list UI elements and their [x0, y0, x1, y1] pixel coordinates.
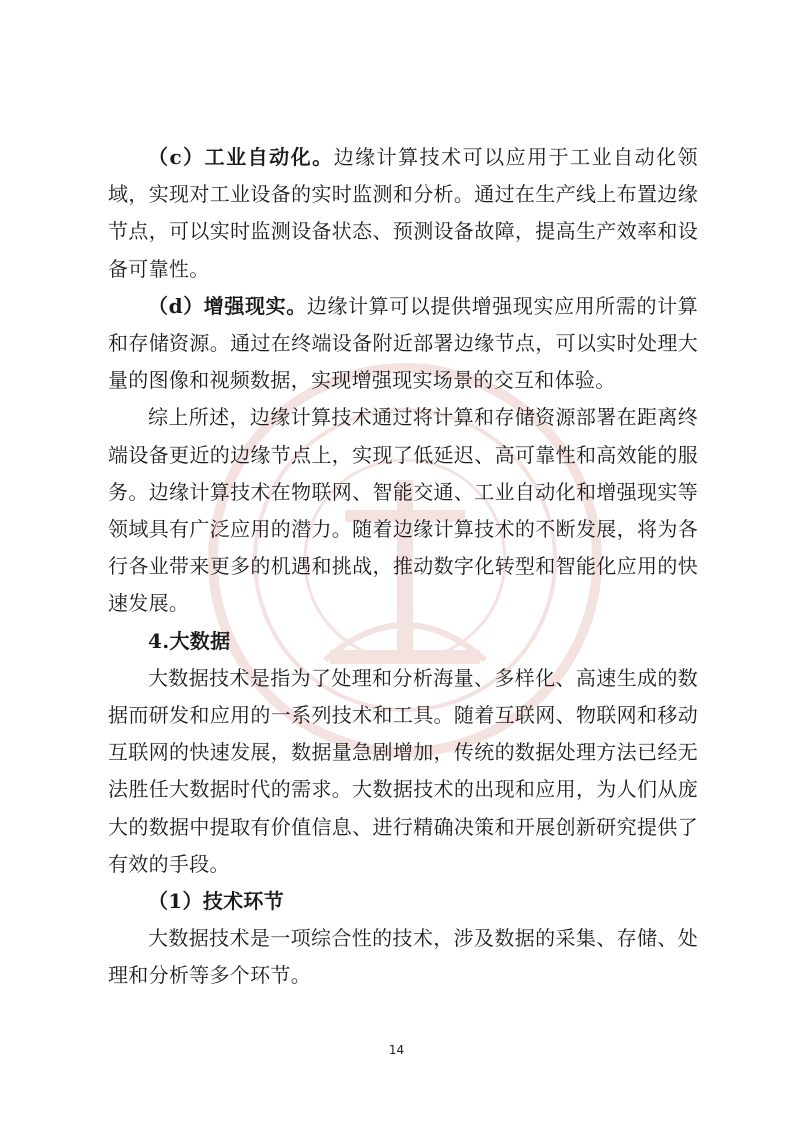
paragraph-industrial-automation: [108, 139, 698, 288]
paragraph-summary: 综上所述，边缘计算技术通过将计算和存储资源部署在距离终端设备更近的边缘节点上，实现了低延迟、高可靠性和高效能的服务。边缘计算技术在物联网、智能交通、工业自动化和增强现实等领域具有广泛应用的潜力。随着边缘计算技术的不断发展，将为各行各业带来更多的机遇和挑战，推动数字化转型和智能化应用的快速发展。: [108, 405, 698, 616]
section-heading-big-data: 4.大数据: [148, 628, 231, 653]
paragraph-big-data-intro: 大数据技术是指为了处理和分析海量、多样化、高速生成的数据而研发和应用的一系列技术和工具。随着互联网、物联网和移动互联网的快速发展，数据量急剧增加，传统的数据处理方法已经无法胜任大数据时代的需求。大数据技术的出现和应用，为人们从庞大的数据中提取有价值信息、进行精确决策和开展创新研究提供了有效的手段。: [108, 665, 698, 876]
paragraph-technical-stages: 大数据技术是一项综合性的技术，涉及数据的采集、存储、处理和分析等多个环节。: [108, 926, 698, 988]
page-number: 14: [388, 1043, 405, 1057]
paragraph-c-label: （c）工业自动化。: [148, 145, 334, 169]
paragraph-c-text: 边缘计算技术可以应用于工业自动化领域，实现对工业设备的实时监测和分析。通过在生产线上布置边缘节点，可以实时监测设备状态、预测设备故障，提高生产效率和设备可靠性。: [108, 145, 698, 281]
paragraph-augmented-reality: [108, 288, 698, 400]
document-body: [108, 139, 698, 995]
paragraph-d-label: （d）增强现实。: [148, 293, 307, 318]
subsection-heading-technical-stages: （1）技术环节: [148, 889, 285, 914]
paragraph-d-text: 边缘计算可以提供增强现实应用所需的计算和存储资源。通过在终端设备附近部署边缘节点，可以实时处理大量的图像和视频数据，实现增强现实场景的交互和体验。: [108, 293, 699, 393]
